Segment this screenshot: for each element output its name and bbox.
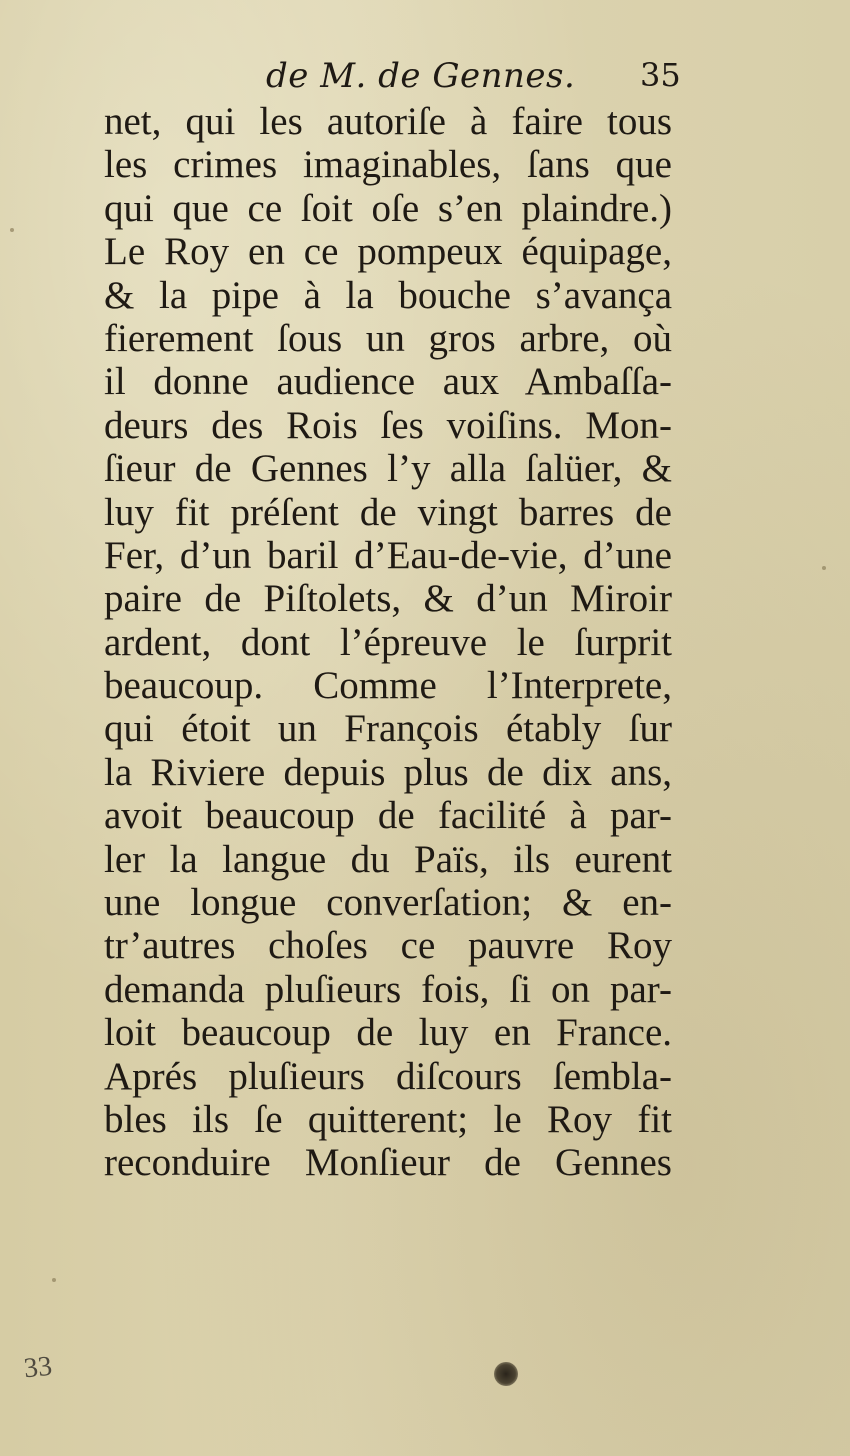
page-number: 35 bbox=[640, 56, 681, 94]
body-text bbox=[104, 100, 672, 1185]
text-line: & la pipe à la bouche s’avança bbox=[104, 273, 672, 317]
text-line: qui que ce ſoit oſe s’en plaindre.) bbox=[104, 186, 672, 230]
text-line: Aprés pluſieurs diſcours ſembla- bbox=[104, 1054, 672, 1098]
ink-blot bbox=[494, 1362, 518, 1386]
paper-speck bbox=[10, 228, 14, 232]
text-line: Le Roy en ce pompeux équipage, bbox=[104, 230, 672, 274]
text-line: reconduire Monſieur de Gennes bbox=[104, 1141, 672, 1185]
text-line: deurs des Rois ſes voiſins. Mon- bbox=[104, 403, 672, 447]
text-line: tr’autres choſes ce pauvre Roy bbox=[104, 924, 672, 968]
text-line: qui étoit un François étably ſur bbox=[104, 707, 672, 751]
text-line: paire de Piſtolets, & d’un Miroir bbox=[104, 577, 672, 621]
text-line: luy fit préſent de vingt barres de bbox=[104, 490, 672, 534]
text-line: beaucoup. Comme l’Interprete, bbox=[104, 664, 672, 708]
text-line: ler la langue du Païs, ils eurent bbox=[104, 837, 672, 881]
text-line: ſieur de Gennes l’y alla ſalüer, & bbox=[104, 447, 672, 491]
text-line: Fer, d’un baril d’Eau-de-vie, d’une bbox=[104, 533, 672, 577]
text-line: demanda pluſieurs fois, ſi on par- bbox=[104, 967, 672, 1011]
paper-speck bbox=[822, 566, 826, 570]
text-line: bles ils ſe quitterent; le Roy fit bbox=[104, 1097, 672, 1141]
text-line: la Riviere depuis plus de dix ans, bbox=[104, 750, 672, 794]
text-line: ardent, dont l’épreuve le ſurprit bbox=[104, 620, 672, 664]
text-line: loit beaucoup de luy en France. bbox=[104, 1011, 672, 1055]
handwritten-margin-note: 33 bbox=[22, 1350, 54, 1385]
text-line: net, qui les autoriſe à faire tous bbox=[104, 100, 672, 143]
paper-speck bbox=[52, 1278, 56, 1282]
text-line: une longue converſation; & en- bbox=[104, 881, 672, 925]
text-line: fierement ſous un gros arbre, où bbox=[104, 316, 672, 360]
text-line: avoit beaucoup de facilité à par- bbox=[104, 794, 672, 838]
page-header bbox=[0, 56, 850, 96]
running-title: de M. de Gennes. bbox=[266, 56, 576, 96]
text-line: les crimes imaginables, ſans que bbox=[104, 143, 672, 187]
text-line: il donne audience aux Ambaſſa- bbox=[104, 360, 672, 404]
